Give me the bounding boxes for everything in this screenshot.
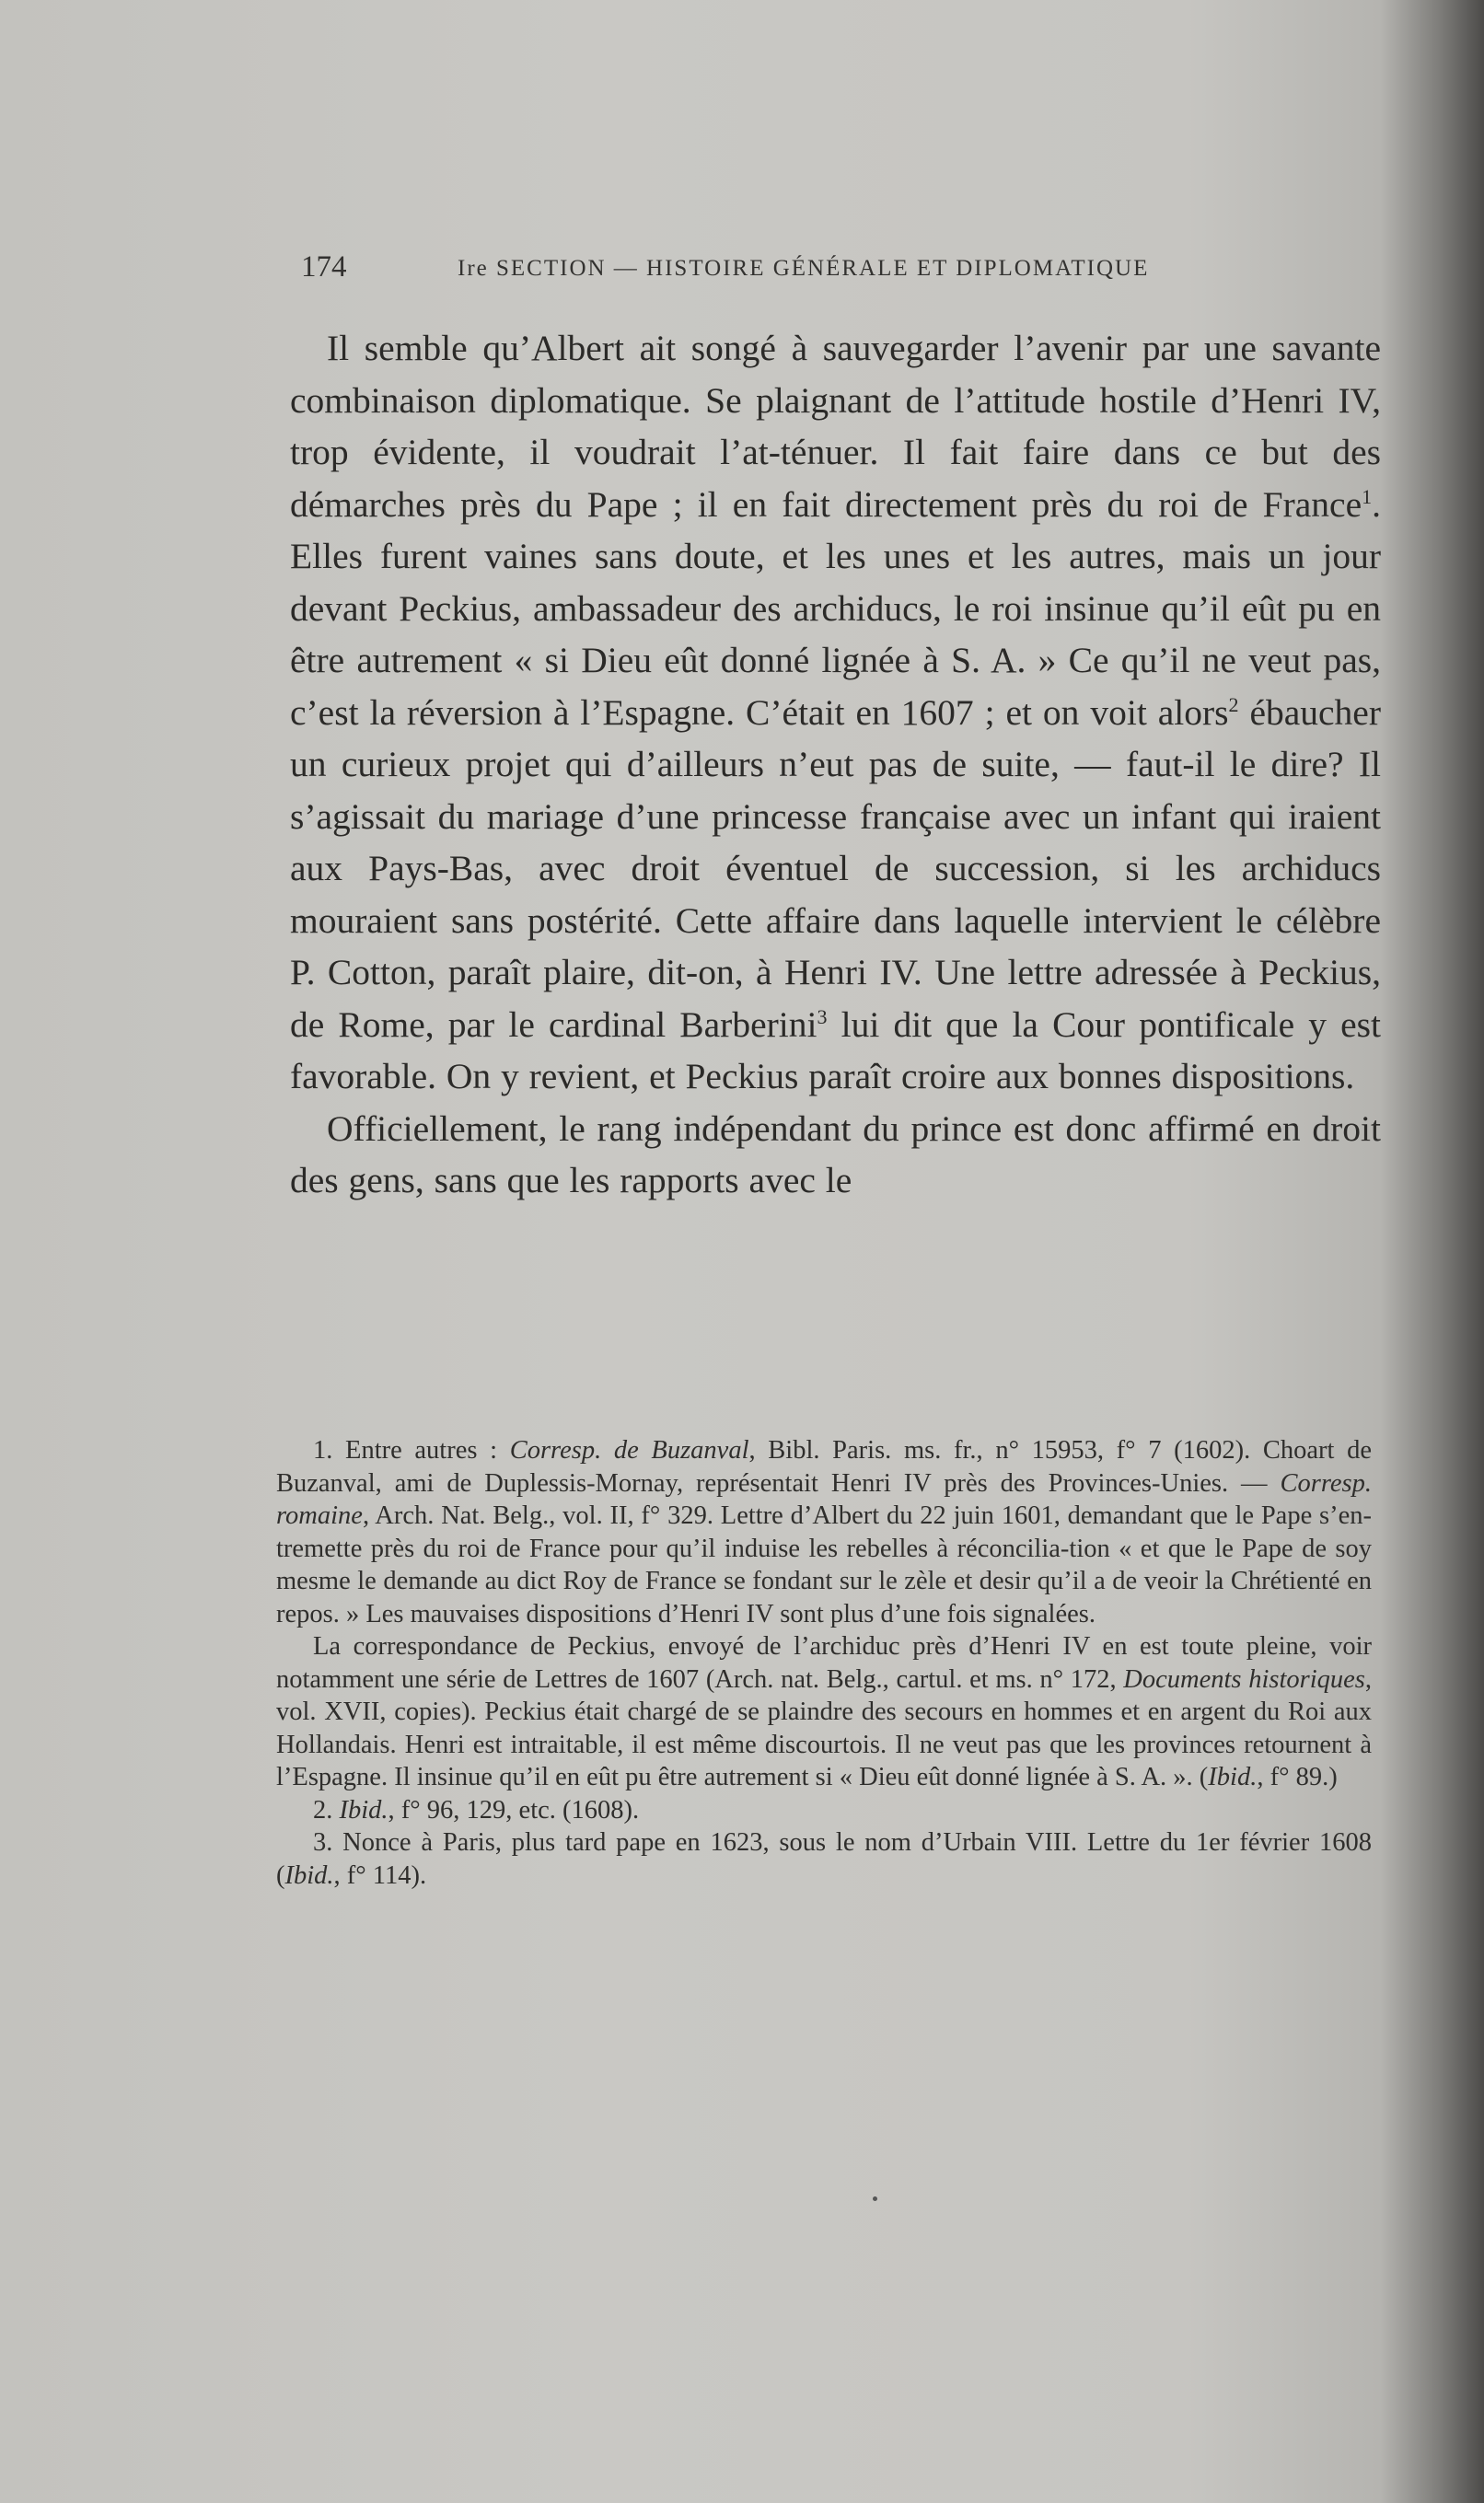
footnote-1	[276, 1434, 1372, 1630]
text-run: ébaucher un curieux projet qui d’ailleurs n’eut pas de suite, — faut-il le dire? Il s’agissait du mariage d’une princesse française avec un infant qui iraient aux Pays-Bas, avec droit éventuel de succession, si les archiducs mouraient sans postérité. Cette affaire dans laquelle intervient le célèbre P. Cotton, paraît plaire, dit-on, à Henri IV. Une lettre adressée à Peckius, de Rome, par le cardinal Barberini	[290, 691, 1381, 1045]
italic-title: Documents historiques	[1123, 1664, 1365, 1694]
text-run: 3. Nonce à Paris, plus tard pape en 1623, sous le nom d’Urbain VIII. Lettre du 1er février 1608 (	[276, 1828, 1372, 1890]
text-run: 2.	[313, 1795, 340, 1825]
footnote-ref: 1	[1362, 484, 1373, 508]
footnote-3	[276, 1826, 1372, 1892]
italic-title: Ibid.	[1208, 1763, 1258, 1791]
footnote-2	[276, 1794, 1372, 1827]
page-number: 174	[301, 250, 347, 284]
text-run: , Arch. Nat. Belg., vol. II, f° 329. Lettre d’Albert du 22 juin 1601, demandant que le Pape s’en-tremette près du roi de France pour qu’il induise les rebelles à réconcilia-tion « et que le Pape de soy mesme le demande au dict Roy de France se fondant sur le zèle et desir qu’il a de veoir la Chrétienté en repos. » Les mauvaises dispositions d’Henri IV sont plus d’une fois signalées.	[276, 1501, 1372, 1628]
italic-title: Corresp. de Buzanval	[509, 1436, 749, 1465]
italic-title: Corresp. romaine	[276, 1468, 1372, 1530]
running-header	[301, 250, 1222, 287]
italic-title: Ibid.	[284, 1860, 334, 1890]
text-run: , f° 96, 129, etc. (1608).	[388, 1795, 640, 1825]
italic-title: Ibid.	[339, 1795, 388, 1825]
text-run: La correspondance de Peckius, envoyé de l’archiduc près d’Henri IV en est toute pleine, voir notamment une série de Lettres de 1607 (Arch. nat. Belg., cartul. et ms. n° 172,	[276, 1632, 1372, 1694]
text-run: , Bibl. Paris. ms. fr., n° 15953, f° 7 (1602). Choart de Buzanval, ami de Duplessis-Mornay, représentait Henri IV près des Provinces-Unies. —	[276, 1436, 1373, 1498]
footnote-ref: 3	[817, 1004, 828, 1028]
paragraph	[290, 322, 1381, 1103]
text-run: , f° 114).	[333, 1860, 427, 1890]
footnote-ref: 2	[1228, 692, 1239, 716]
text-run: Il semble qu’Albert ait songé à sauvegarder l’avenir par une savante combinaison diplomatique. Se plaignant de l’attitude hostile d’Henri IV, trop évidente, il voudrait l’at-ténuer. Il fait faire dans ce but des démarches près du Pape ; il en fait directement près du roi de France	[290, 328, 1381, 525]
text-run: , f° 89.)	[1257, 1763, 1338, 1791]
text-run: , vol. XVII, copies). Peckius était chargé de se plaindre des secours en hommes et en argent du Roi aux Hollandais. Henri est intraitable, il est même discourtois. Il ne veut pas que les provinces retournent à l’Espagne. Il insinue qu’il en eût pu être autrement si « Dieu eût donné lignée à S. A. ». (	[276, 1664, 1372, 1791]
text-run: lui dit que la Cour pontificale y est favorable. On y revient, et Peckius paraît croire aux bonnes dispositions.	[290, 1003, 1381, 1096]
main-text	[290, 322, 1381, 1207]
footnotes	[276, 1434, 1372, 1892]
paragraph: Officiellement, le rang indépendant du prince est donc affirmé en droit des gens, sans que les rapports avec le	[290, 1107, 1381, 1200]
section-title: Ire SECTION — HISTOIRE GÉNÉRALE ET DIPLOMATIQUE	[458, 256, 1150, 281]
footnote-1-continued	[276, 1630, 1372, 1794]
text-run: 1. Entre autres :	[313, 1436, 510, 1465]
ink-speck	[873, 2196, 877, 2201]
text-run: . Elles furent vaines sans doute, et les unes et les autres, mais un jour devant Peckius, ambassadeur des archiducs, le roi insinue qu’il eût pu en être autrement « si Dieu eût donné lignée à S. A. » Ce qu’il ne veut pas, c’est la réversion à l’Espagne. C’était en 1607 ; et on voit alors	[290, 483, 1381, 733]
